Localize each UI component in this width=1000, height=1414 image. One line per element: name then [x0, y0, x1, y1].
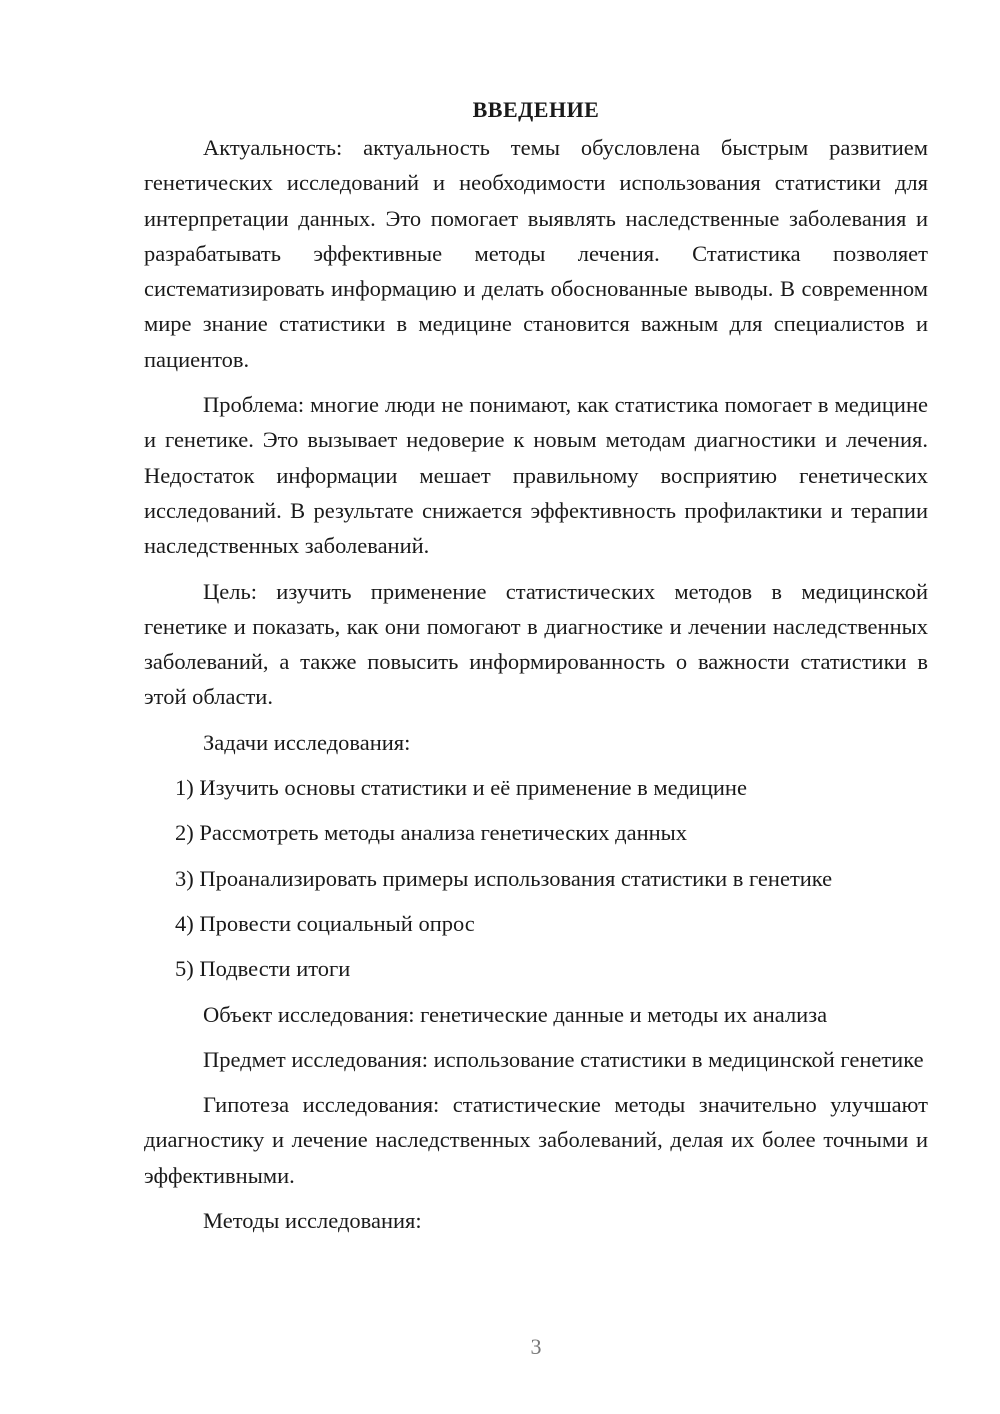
task-item: 5) Подвести итоги	[175, 956, 351, 982]
page-content	[144, 92, 928, 1238]
problem-paragraph: Проблема: многие люди не понимают, как статистика помогает в медицине и генетике. Это вызывает недоверие к новым методам диагностики и лечения. Недостаток информации мешает правильному восприятию генетических исследований. В результате снижается эффективность профилактики и терапии наследственных заболеваний.	[144, 392, 928, 559]
tasks-heading: Задачи исследования:	[203, 729, 411, 755]
task-item: 1) Изучить основы статистики и её применение в медицине	[175, 775, 747, 801]
hypothesis-paragraph: Гипотеза исследования: статистические методы значительно улучшают диагностику и лечение наследственных заболеваний, делая их более точными и эффективными.	[144, 1092, 928, 1188]
page-number: 3	[530, 1334, 542, 1359]
relevance-paragraph: Актуальность: актуальность темы обусловлена быстрым развитием генетических исследований и необходимости использования статистики для интерпретации данных. Это помогает выявлять наследственные заболевания и разрабатывать эффективные методы лечения. Статистика позволяет систематизировать информацию и делать обоснованные выводы. В современном мире знание статистики в медицине становится важным для специалистов и пациентов.	[144, 135, 928, 372]
subject-paragraph: Предмет исследования: использование статистики в медицинской генетике	[203, 1046, 924, 1072]
section-title: ВВЕДЕНИЕ	[472, 97, 600, 122]
task-item: 4) Провести социальный опрос	[175, 910, 475, 936]
methods-heading: Методы исследования:	[203, 1208, 422, 1234]
task-item: 2) Рассмотреть методы анализа генетических данных	[175, 820, 688, 846]
tasks-list	[144, 770, 928, 986]
task-item: 3) Проанализировать примеры использования статистики в генетике	[175, 865, 833, 891]
object-line: Объект исследования: генетические данные и методы их анализа	[203, 1001, 828, 1027]
goal-paragraph: Цель: изучить применение статистических методов в медицинской генетике и показать, как они помогают в диагностике и лечении наследственных заболеваний, а также повысить информированность о важности статистики в этой области.	[144, 578, 928, 710]
